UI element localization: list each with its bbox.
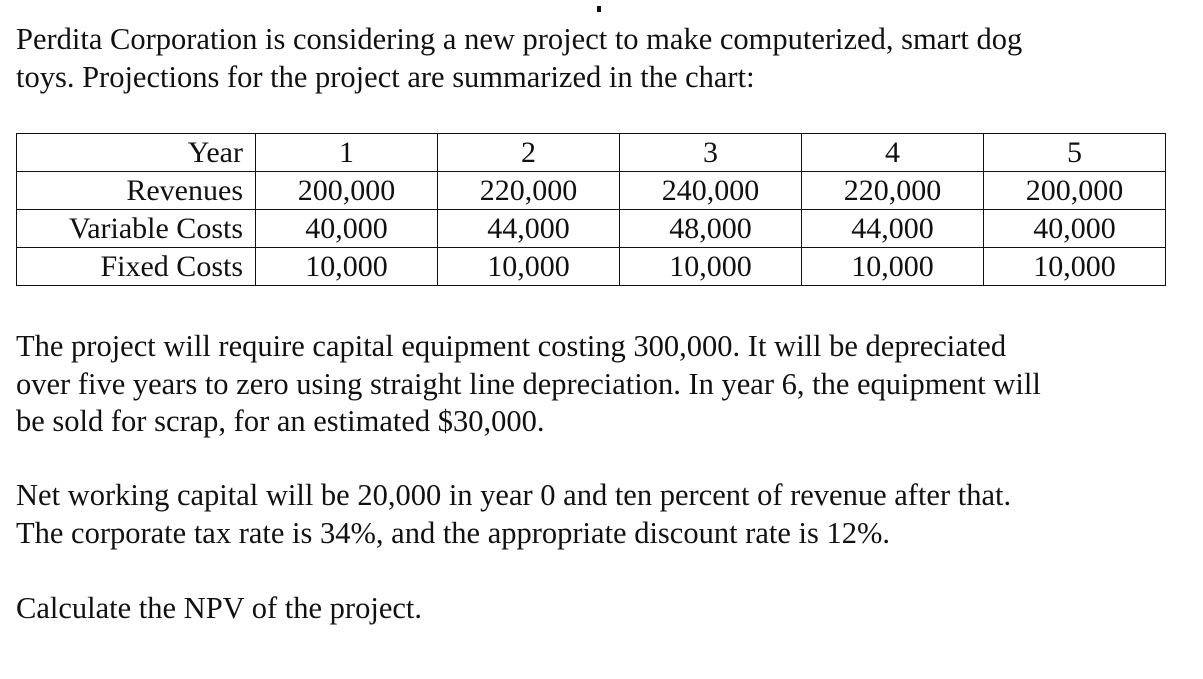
table-cell: 44,000 bbox=[438, 210, 620, 248]
table-row bbox=[17, 172, 1166, 210]
table-cell: 44,000 bbox=[802, 210, 984, 248]
table-cell: 5 bbox=[984, 134, 1166, 172]
table-cell: 10,000 bbox=[984, 248, 1166, 286]
table-cell: 10,000 bbox=[256, 248, 438, 286]
equipment-line: be sold for scrap, for an estimated $30,000. bbox=[16, 404, 545, 438]
working-capital-paragraph bbox=[16, 477, 1011, 552]
table-cell: 240,000 bbox=[620, 172, 802, 210]
table-row bbox=[17, 134, 1166, 172]
table-cell: 40,000 bbox=[256, 210, 438, 248]
table-cell: 4 bbox=[802, 134, 984, 172]
table-cell: 200,000 bbox=[984, 172, 1166, 210]
table-row bbox=[17, 210, 1166, 248]
row-label: Fixed Costs bbox=[17, 248, 256, 286]
equipment-line: over five years to zero using straight line depreciation. In year 6, the equipment will bbox=[16, 366, 1041, 401]
equipment-line: The project will require capital equipment costing 300,000. It will be depreciated bbox=[16, 329, 1007, 363]
table-cell: 40,000 bbox=[984, 210, 1166, 248]
table-cell: 2 bbox=[438, 134, 620, 172]
working-capital-line: Net working capital will be 20,000 in year 0 and ten percent of revenue after that. bbox=[16, 478, 1012, 512]
table-cell: 10,000 bbox=[438, 248, 620, 286]
table-cell: 10,000 bbox=[802, 248, 984, 286]
table-cell: 1 bbox=[256, 134, 438, 172]
table-cell: 220,000 bbox=[802, 172, 984, 210]
table-cell: 3 bbox=[620, 134, 802, 172]
intro-paragraph bbox=[16, 21, 1022, 96]
table-cell: 200,000 bbox=[256, 172, 438, 210]
working-capital-line: The corporate tax rate is 34%, and the appropriate discount rate is 12%. bbox=[16, 515, 891, 550]
stray-mark bbox=[597, 6, 601, 12]
intro-line: Perdita Corporation is considering a new project to make computerized, smart dog bbox=[16, 22, 1023, 56]
table-row bbox=[17, 248, 1166, 286]
intro-line: toys. Projections for the project are summarized in the chart: bbox=[16, 59, 755, 94]
question: Calculate the NPV of the project. bbox=[16, 591, 422, 625]
row-label: Year bbox=[17, 134, 256, 172]
row-label: Revenues bbox=[17, 172, 256, 210]
equipment-paragraph bbox=[16, 328, 1041, 441]
table-cell: 48,000 bbox=[620, 210, 802, 248]
row-label: Variable Costs bbox=[17, 210, 256, 248]
projections-table bbox=[16, 133, 1166, 286]
table-cell: 220,000 bbox=[438, 172, 620, 210]
table-cell: 10,000 bbox=[620, 248, 802, 286]
